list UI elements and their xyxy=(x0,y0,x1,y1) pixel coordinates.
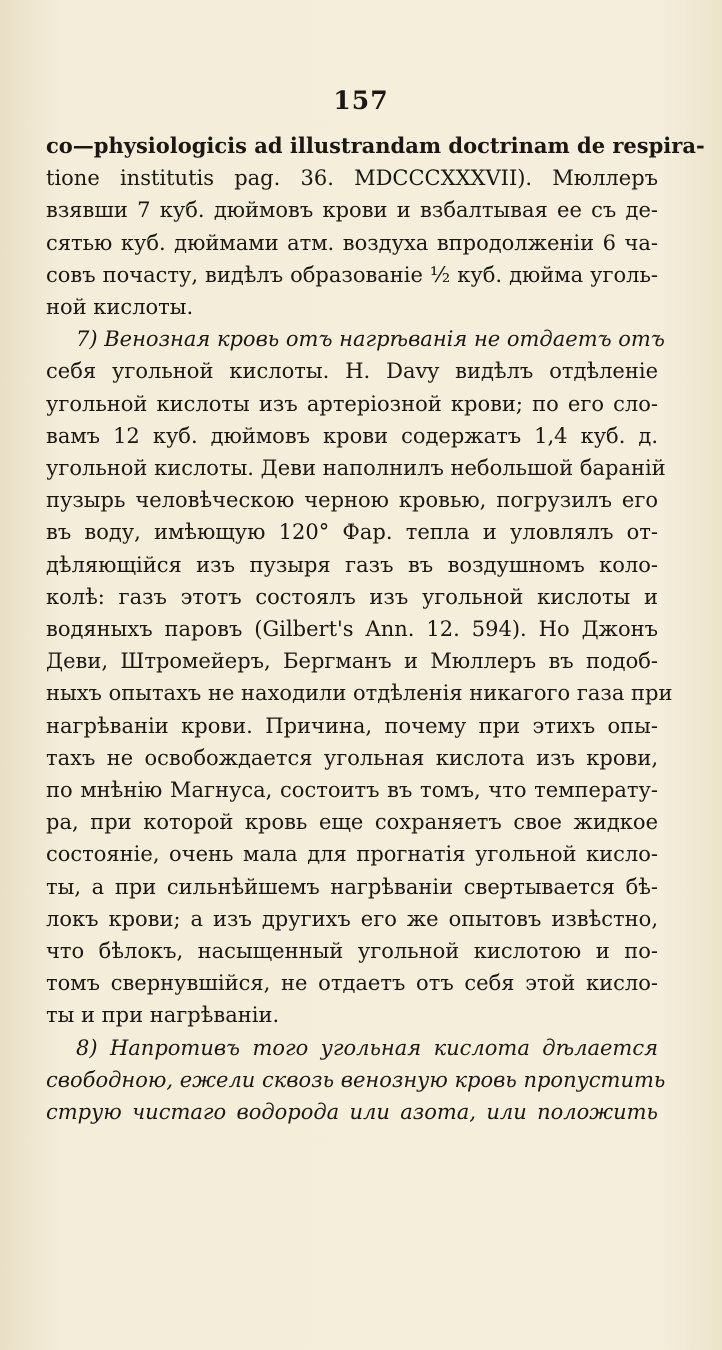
text-line-1: co—physiologicis ad illustrandam doctrinam de respira- xyxy=(46,133,705,158)
text-line-17: Деви, Штромейеръ, Бергманъ и Мюллеръ въ подоб- xyxy=(46,649,658,674)
text-line-5: совъ почасту, видѣлъ образованіе ½ куб. дюйма уголь- xyxy=(46,262,658,287)
text-line-18: ныхъ опытахъ не находили отдѣленія никагого газа при xyxy=(46,681,673,706)
text-line-20: тахъ не освобождается угольная кислота изъ крови, xyxy=(46,745,658,770)
text-line-25: локъ крови; а изъ другихъ его же опытовъ извѣстно, xyxy=(46,906,658,931)
text-line-7: 7) Венозная кровь отъ нагрѣванія не отдаетъ отъ xyxy=(76,327,665,352)
text-line-12: пузырь человѣческою черною кровью, погрузилъ его xyxy=(46,488,658,513)
text-line-2: tione institutis pag. 36. MDCCCXXXVII). Мюллеръ xyxy=(46,166,658,191)
text-line-29: 8) Напротивъ того угольная кислота дѣлается xyxy=(76,1035,658,1060)
text-line-10: вамъ 12 куб. дюймовъ крови содержатъ 1,4 куб. д. xyxy=(46,423,658,448)
text-line-30: свободною, ежели сквозь венозную кровь пропустить xyxy=(46,1067,666,1092)
text-line-3: взявши 7 куб. дюймовъ крови и взбалтывая ее съ де- xyxy=(46,198,658,223)
body-text xyxy=(46,130,705,1128)
text-line-8: себя угольной кислоты. Н. Davy видѣлъ отдѣленіе xyxy=(46,359,658,384)
text-line-15: колѣ: газъ этотъ состоялъ изъ угольной кислоты и xyxy=(46,584,658,609)
page-number: 157 xyxy=(333,86,389,115)
text-line-14: дѣляющійся изъ пузыря газъ въ воздушномъ коло- xyxy=(46,552,658,577)
text-line-28: ты и при нагрѣваніи. xyxy=(46,1003,280,1028)
text-line-6: ной кислоты. xyxy=(46,295,194,320)
text-line-13: въ воду, имѣющую 120° Фар. тепла и уловлялъ от- xyxy=(46,520,658,545)
text-line-23: состояніе, очень мала для прогнатія угольной кисло- xyxy=(46,842,658,867)
text-line-11: угольной кислоты. Деви наполнилъ небольшой бараній xyxy=(46,456,666,481)
text-line-24: ты, а при сильнѣйшемъ нагрѣваніи свертывается бѣ- xyxy=(46,874,658,899)
text-line-9: угольной кислоты изъ артеріозной крови; по его сло- xyxy=(46,391,658,416)
text-line-19: нагрѣваніи крови. Причина, почему при этихъ опы- xyxy=(46,713,658,738)
text-line-27: томъ свернувшійся, не отдаетъ отъ себя этой кисло- xyxy=(46,971,658,996)
text-line-16: водяныхъ паровъ (Gilbert's Ann. 12. 594). Но Джонъ xyxy=(46,617,658,642)
text-line-26: что бѣлокъ, насыщенный угольной кислотою и по- xyxy=(46,939,658,964)
text-line-4: сятью куб. дюймами атм. воздуха впродолженіи 6 ча- xyxy=(46,230,658,255)
text-line-22: ра, при которой кровь еще сохраняетъ свое жидкое xyxy=(46,810,658,835)
text-line-31: струю чистаго водорода или азота, или положить xyxy=(46,1100,658,1125)
text-line-21: по мнѣнію Магнуса, состоитъ въ томъ, что температу- xyxy=(46,778,658,803)
